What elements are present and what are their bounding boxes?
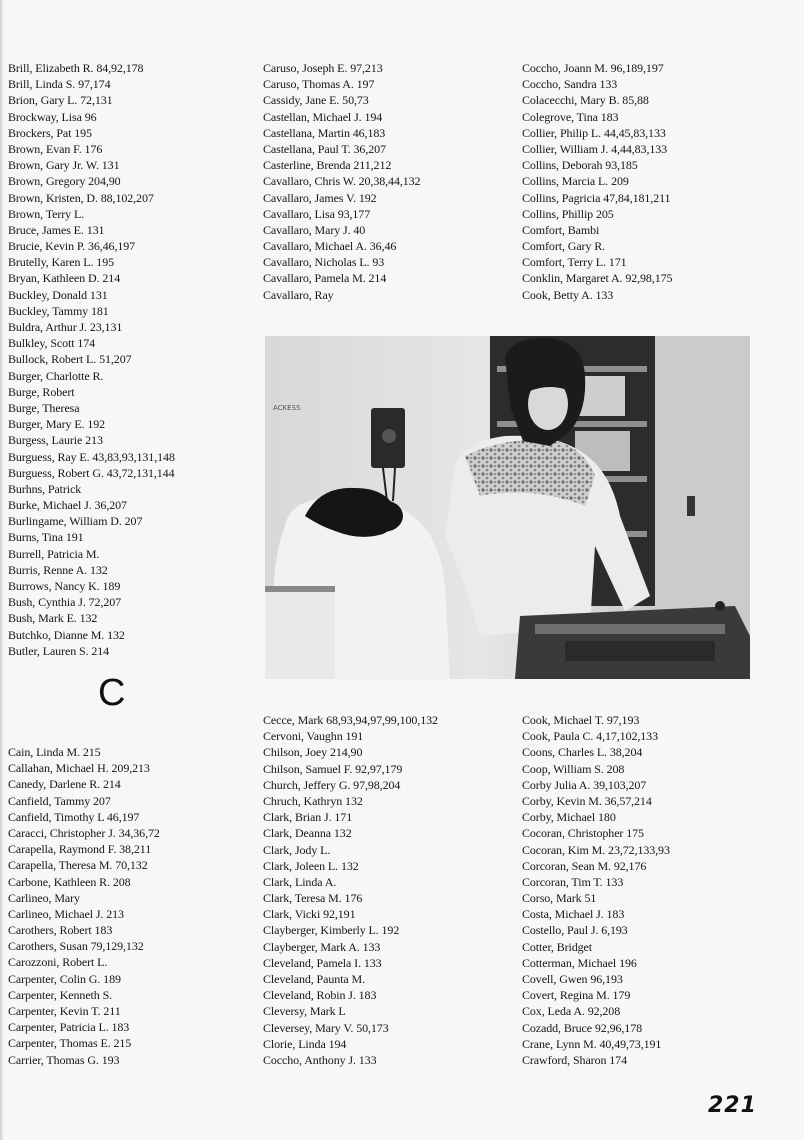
index-entry: Brockway, Lisa 96 bbox=[8, 109, 97, 124]
index-entry: Carpenter, Kenneth S. bbox=[8, 987, 113, 1002]
index-entry: Bruce, James E. 131 bbox=[8, 222, 105, 237]
index-entry: Buckley, Tammy 181 bbox=[8, 303, 109, 318]
index-entry: Cook, Paula C. 4,17,102,133 bbox=[522, 729, 658, 744]
index-column-5 bbox=[263, 712, 438, 1068]
index-entry: Carrier, Thomas G. 193 bbox=[8, 1052, 120, 1067]
index-entry: Crawford, Sharon 174 bbox=[522, 1052, 627, 1067]
index-entry: Cavallaro, Mary J. 40 bbox=[263, 222, 366, 237]
index-entry: Burge, Robert bbox=[8, 384, 75, 399]
index-entry: Costa, Michael J. 183 bbox=[522, 907, 625, 922]
index-entry: Brown, Kristen, D. 88,102,207 bbox=[8, 190, 154, 205]
index-entry: Brown, Gary Jr. W. 131 bbox=[8, 158, 120, 173]
index-entry: Bush, Mark E. 132 bbox=[8, 611, 98, 626]
index-entry: Cleversy, Mark L bbox=[263, 1004, 346, 1019]
index-entry: Burguess, Robert G. 43,72,131,144 bbox=[8, 465, 175, 480]
index-entry: Brown, Terry L. bbox=[8, 206, 85, 221]
index-entry: Clark, Linda A. bbox=[263, 874, 337, 889]
index-entry: Comfort, Bambi bbox=[522, 222, 600, 237]
index-entry: Corcoran, Sean M. 92,176 bbox=[522, 858, 647, 873]
index-entry: Burrell, Patricia M. bbox=[8, 546, 100, 561]
index-entry: Cleversey, Mary V. 50,173 bbox=[263, 1020, 389, 1035]
index-entry: Covert, Regina M. 179 bbox=[522, 988, 631, 1003]
index-entry: Carbone, Kathleen R. 208 bbox=[8, 874, 131, 889]
index-entry: Caracci, Christopher J. 34,36,72 bbox=[8, 825, 160, 840]
index-column-1 bbox=[8, 60, 175, 659]
index-entry: Castellana, Martin 46,183 bbox=[263, 125, 386, 140]
index-entry: Canfield, Tammy 207 bbox=[8, 793, 111, 808]
index-entry: Butler, Lauren S. 214 bbox=[8, 643, 110, 658]
index-entry: Burris, Renne A. 132 bbox=[8, 562, 108, 577]
index-entry: Castellan, Michael J. 194 bbox=[263, 109, 383, 124]
index-entry: Cook, Michael T. 97,193 bbox=[522, 713, 640, 727]
index-entry: Crane, Lynn M. 40,49,73,191 bbox=[522, 1036, 662, 1051]
index-entry: Burrows, Nancy K. 189 bbox=[8, 579, 121, 593]
index-entry: Collins, Marcia L. 209 bbox=[522, 174, 629, 189]
index-entry: Buldra, Arthur J. 23,131 bbox=[8, 320, 123, 334]
index-entry: Canedy, Darlene R. 214 bbox=[8, 777, 121, 792]
index-entry: Coccho, Joann M. 96,189,197 bbox=[522, 61, 664, 75]
index-entry: Carothers, Robert 183 bbox=[8, 923, 113, 938]
index-entry: Bullock, Robert L. 51,207 bbox=[8, 352, 132, 367]
index-entry: Costello, Paul J. 6,193 bbox=[522, 923, 628, 938]
index-column-6 bbox=[522, 712, 670, 1068]
index-entry: Carpenter, Kevin T. 211 bbox=[8, 1004, 121, 1018]
index-entry: Corcoran, Tim T. 133 bbox=[522, 874, 624, 889]
index-entry: Burger, Charlotte R. bbox=[8, 368, 104, 383]
index-entry: Chilson, Joey 214,90 bbox=[263, 745, 363, 760]
index-entry: Cocoran, Kim M. 23,72,133,93 bbox=[522, 842, 670, 857]
index-entry: Brown, Gregory 204,90 bbox=[8, 174, 121, 189]
index-entry: Cleveland, Robin J. 183 bbox=[263, 988, 377, 1003]
page-binding-edge bbox=[0, 0, 4, 1140]
index-entry: Burge, Theresa bbox=[8, 400, 80, 415]
index-entry: Butchko, Dianne M. 132 bbox=[8, 627, 125, 642]
index-entry: Chilson, Samuel F. 92,97,179 bbox=[263, 761, 403, 776]
index-entry: Clark, Teresa M. 176 bbox=[263, 891, 363, 906]
index-entry: Cavallaro, Lisa 93,177 bbox=[263, 206, 371, 221]
index-entry: Carapella, Theresa M. 70,132 bbox=[8, 858, 148, 873]
index-entry: Carlineo, Michael J. 213 bbox=[8, 906, 124, 921]
index-entry: Cain, Linda M. 215 bbox=[8, 745, 101, 759]
index-entry: Carlineo, Mary bbox=[8, 890, 80, 905]
index-entry: Cavallaro, Ray bbox=[263, 287, 334, 302]
index-entry: Callahan, Michael H. 209,213 bbox=[8, 761, 150, 776]
index-entry: Burger, Mary E. 192 bbox=[8, 417, 106, 432]
index-entry: Coons, Charles L. 38,204 bbox=[522, 745, 643, 760]
index-entry: Corby, Michael 180 bbox=[522, 810, 616, 825]
index-entry: Brucie, Kevin P. 36,46,197 bbox=[8, 239, 136, 254]
index-entry: Carapella, Raymond F. 38,211 bbox=[8, 842, 152, 857]
index-entry: Cotter, Bridget bbox=[522, 939, 593, 954]
index-entry: Cassidy, Jane E. 50,73 bbox=[263, 93, 369, 108]
index-entry: Covell, Gwen 96,193 bbox=[522, 972, 623, 986]
index-entry: Burguess, Ray E. 43,83,93,131,148 bbox=[8, 449, 175, 464]
index-entry: Clayberger, Mark A. 133 bbox=[263, 939, 381, 954]
index-entry: Clark, Jody L. bbox=[263, 842, 331, 857]
index-entry: Cavallaro, James V. 192 bbox=[263, 190, 377, 205]
index-entry: Conklin, Margaret A. 92,98,175 bbox=[522, 271, 673, 286]
index-entry: Cavallaro, Chris W. 20,38,44,132 bbox=[263, 174, 421, 189]
index-entry: Corby, Kevin M. 36,57,214 bbox=[522, 793, 652, 808]
index-entry: Caruso, Joseph E. 97,213 bbox=[263, 61, 383, 75]
index-entry: Cox, Leda A. 92,208 bbox=[522, 1004, 621, 1019]
index-entry: Clark, Vicki 92,191 bbox=[263, 907, 356, 922]
index-entry: Carpenter, Thomas E. 215 bbox=[8, 1036, 132, 1051]
yearbook-photo bbox=[265, 336, 750, 679]
index-entry: Cozadd, Bruce 92,96,178 bbox=[522, 1020, 643, 1035]
index-entry: Coccho, Sandra 133 bbox=[522, 77, 618, 92]
index-entry: Chruch, Kathryn 132 bbox=[263, 793, 363, 808]
index-entry: Burgess, Laurie 213 bbox=[8, 433, 103, 448]
index-column-3 bbox=[522, 60, 672, 303]
index-entry: Cavallaro, Pamela M. 214 bbox=[263, 271, 387, 286]
index-entry: Corby Julia A. 39,103,207 bbox=[522, 777, 647, 792]
index-entry: Clark, Brian J. 171 bbox=[263, 810, 353, 825]
index-entry: Brion, Gary L. 72,131 bbox=[8, 93, 113, 108]
index-entry: Casterline, Brenda 211,212 bbox=[263, 158, 392, 173]
index-entry: Carothers, Susan 79,129,132 bbox=[8, 939, 144, 954]
index-entry: Buckley, Donald 131 bbox=[8, 287, 108, 302]
index-entry: Carpenter, Colin G. 189 bbox=[8, 971, 121, 986]
index-entry: Brutelly, Karen L. 195 bbox=[8, 255, 114, 270]
index-entry: Burns, Tina 191 bbox=[8, 530, 84, 545]
index-entry: Comfort, Terry L. 171 bbox=[522, 255, 627, 270]
index-entry: Bryan, Kathleen D. 214 bbox=[8, 271, 121, 286]
index-entry: Collins, Pagricia 47,84,181,211 bbox=[522, 190, 671, 205]
index-entry: Brill, Elizabeth R. 84,92,178 bbox=[8, 61, 144, 75]
index-entry: Carozzoni, Robert L. bbox=[8, 955, 108, 970]
index-entry: Burke, Michael J. 36,207 bbox=[8, 498, 127, 513]
index-entry: Caruso, Thomas A. 197 bbox=[263, 77, 375, 92]
index-entry: Comfort, Gary R. bbox=[522, 239, 606, 254]
index-entry: Collins, Deborah 93,185 bbox=[522, 158, 638, 173]
index-entry: Clark, Joleen L. 132 bbox=[263, 858, 359, 873]
index-entry: Cleveland, Pamela I. 133 bbox=[263, 955, 382, 970]
index-entry: Brown, Evan F. 176 bbox=[8, 141, 103, 156]
index-entry: Collins, Phillip 205 bbox=[522, 206, 614, 221]
index-entry: Cook, Betty A. 133 bbox=[522, 287, 614, 302]
index-entry: Coccho, Anthony J. 133 bbox=[263, 1052, 377, 1067]
index-entry: Cocoran, Christopher 175 bbox=[522, 826, 644, 841]
index-entry: Cavallaro, Nicholas L. 93 bbox=[263, 255, 385, 270]
index-entry: Church, Jeffery G. 97,98,204 bbox=[263, 777, 401, 792]
index-entry: Collier, Philip L. 44,45,83,133 bbox=[522, 125, 666, 140]
index-column-2 bbox=[263, 60, 420, 303]
index-entry: Bush, Cynthia J. 72,207 bbox=[8, 595, 122, 610]
index-entry: Cleveland, Paunta M. bbox=[263, 972, 365, 986]
index-entry: Burlingame, William D. 207 bbox=[8, 514, 143, 529]
index-entry: Collier, William J. 4,44,83,133 bbox=[522, 141, 668, 156]
index-entry: Burhns, Patrick bbox=[8, 481, 82, 496]
index-entry: Brill, Linda S. 97,174 bbox=[8, 77, 111, 92]
index-entry: Clorie, Linda 194 bbox=[263, 1036, 347, 1051]
index-entry: Corso, Mark 51 bbox=[522, 891, 597, 906]
index-entry: Clayberger, Kimberly L. 192 bbox=[263, 923, 400, 938]
index-entry: Cecce, Mark 68,93,94,97,99,100,132 bbox=[263, 713, 438, 727]
index-entry: Colacecchi, Mary B. 85,88 bbox=[522, 93, 649, 108]
index-entry: Brockers, Pat 195 bbox=[8, 125, 92, 140]
index-entry: Carpenter, Patricia L. 183 bbox=[8, 1020, 130, 1035]
index-entry: Castellana, Paul T. 36,207 bbox=[263, 141, 386, 156]
index-entry: Canfield, Timothy L 46,197 bbox=[8, 809, 140, 824]
index-entry: Cavallaro, Michael A. 36,46 bbox=[263, 239, 397, 254]
index-entry: Cotterman, Michael 196 bbox=[522, 955, 637, 970]
index-entry: Cervoni, Vaughn 191 bbox=[263, 729, 364, 744]
index-entry: Colegrove, Tina 183 bbox=[522, 109, 619, 124]
index-entry: Bulkley, Scott 174 bbox=[8, 336, 96, 351]
svg-text:ACKESS: ACKESS bbox=[273, 404, 301, 412]
index-column-4 bbox=[8, 744, 160, 1068]
section-letter-heading: C bbox=[98, 672, 126, 714]
index-entry: Clark, Deanna 132 bbox=[263, 826, 352, 841]
page-number: 221 bbox=[708, 1093, 757, 1118]
index-entry: Coop, William S. 208 bbox=[522, 761, 625, 776]
